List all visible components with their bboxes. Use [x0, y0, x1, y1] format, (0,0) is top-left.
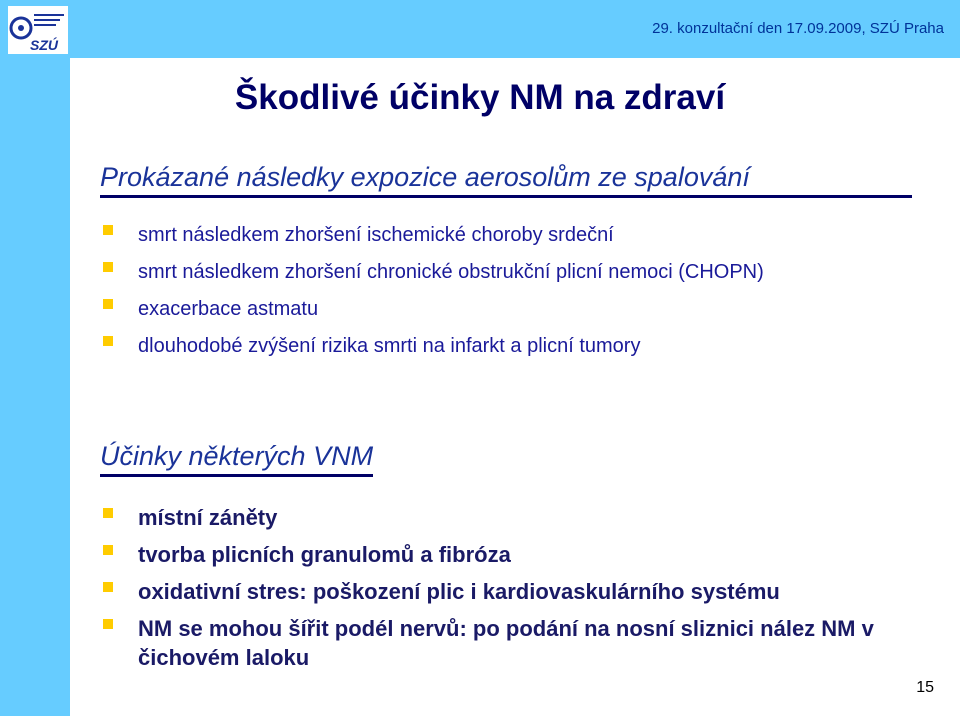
- header-event-text: 29. konzultační den 17.09.2009, SZÚ Praha: [652, 20, 944, 37]
- proven-effects-list: [100, 220, 930, 368]
- list-item-text: dlouhodobé zvýšení rizika smrti na infarkt a plicní tumory: [138, 335, 641, 357]
- section-heading-vnm-effects: Účinky některých VNM: [100, 441, 373, 477]
- list-item: [100, 257, 930, 287]
- square-bullet-icon: [103, 262, 113, 272]
- list-item: [100, 540, 930, 569]
- list-item: [100, 614, 930, 672]
- list-item-text: exacerbace astmatu: [138, 298, 319, 320]
- list-item: [100, 331, 930, 361]
- szu-logo-icon: [8, 6, 68, 54]
- list-item: [100, 503, 930, 532]
- square-bullet-icon: [103, 545, 113, 555]
- square-bullet-icon: [103, 336, 113, 346]
- list-item: [100, 220, 930, 250]
- list-item-text: smrt následkem zhoršení chronické obstrukční plicní nemoci (CHOPN): [138, 261, 764, 283]
- logo-text: SZÚ: [30, 37, 58, 53]
- list-item-text: tvorba plicních granulomů a fibróza: [138, 542, 511, 567]
- square-bullet-icon: [103, 299, 113, 309]
- slide-title: Škodlivé účinky NM na zdraví: [234, 78, 726, 117]
- square-bullet-icon: [103, 582, 113, 592]
- square-bullet-icon: [103, 508, 113, 518]
- vnm-effects-list: [100, 503, 930, 680]
- list-item: [100, 294, 930, 324]
- szu-logo: [8, 6, 68, 54]
- list-item-text: NM se mohou šířit podél nervů: po podání na nosní sliznici nález NM v čichovém laloku: [138, 616, 874, 670]
- square-bullet-icon: [103, 225, 113, 235]
- square-bullet-icon: [103, 619, 113, 629]
- list-item-text: oxidativní stres: poškození plic i kardiovaskulárního systému: [138, 579, 780, 604]
- list-item-text: místní záněty: [138, 505, 278, 530]
- list-item-text: smrt následkem zhoršení ischemické choroby srdeční: [138, 224, 614, 246]
- page-number: 15: [916, 679, 934, 696]
- section-heading-proven-effects: Prokázané následky expozice aerosolům ze spalování: [100, 162, 912, 198]
- list-item: [100, 577, 930, 606]
